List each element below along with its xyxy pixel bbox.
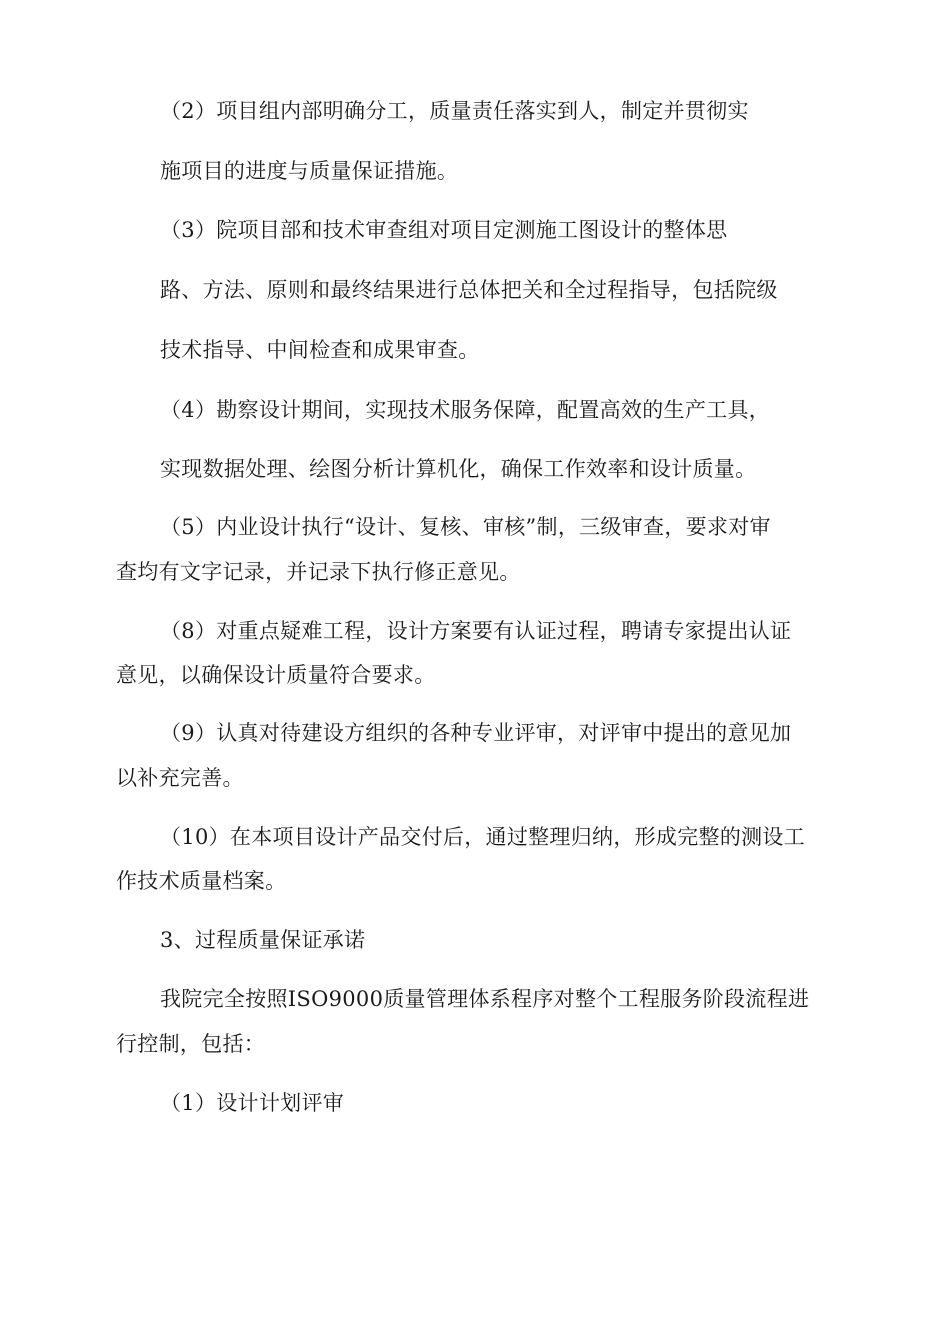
paragraph-3-line-2: 路、方法、原则和最终结果进行总体把关和全过程指导，包括院级 bbox=[160, 278, 778, 302]
paragraph-3-line-1: （3）院项目部和技术审查组对项目定测施工图设计的整体思 bbox=[160, 218, 728, 242]
paragraph-9-line-1: （9）认真对待建设方组织的各种专业评审，对评审中提出的意见加 bbox=[160, 721, 792, 745]
paragraph-3-line-3: 技术指导、中间检查和成果审查。 bbox=[160, 338, 480, 362]
list-item-1: （1）设计计划评审 bbox=[160, 1091, 345, 1115]
paragraph-5-line-1: （5）内业设计执行“设计、复核、审核”制，三级审查，要求对审 bbox=[160, 515, 771, 539]
paragraph-8-line-1: （8）对重点疑难工程，设计方案要有认证过程，聘请专家提出认证 bbox=[160, 619, 792, 643]
paragraph-2-line-1: （2）项目组内部明确分工，质量责任落实到人，制定并贯彻实 bbox=[160, 99, 749, 123]
paragraph-2-line-2: 施项目的进度与质量保证措施。 bbox=[160, 159, 459, 183]
paragraph-intro-line-2: 行控制，包括： bbox=[116, 1032, 266, 1056]
section-heading-3: 3、过程质量保证承诺 bbox=[160, 928, 366, 952]
paragraph-10-line-1: （10）在本项目设计产品交付后，通过整理归纳，形成完整的测设工 bbox=[160, 825, 806, 849]
paragraph-10-line-2: 作技术质量档案。 bbox=[116, 869, 287, 893]
paragraph-8-line-2: 意见，以确保设计质量符合要求。 bbox=[116, 663, 436, 687]
paragraph-4-line-2: 实现数据处理、绘图分析计算机化，确保工作效率和设计质量。 bbox=[160, 457, 757, 481]
paragraph-intro-line-1: 我院完全按照ISO9000质量管理体系程序对整个工程服务阶段流程进 bbox=[160, 987, 810, 1011]
paragraph-9-line-2: 以补充完善。 bbox=[116, 766, 244, 790]
paragraph-4-line-1: （4）勘察设计期间，实现技术服务保障，配置高效的生产工具， bbox=[160, 398, 771, 422]
paragraph-5-line-2: 查均有文字记录，并记录下执行修正意见。 bbox=[116, 560, 521, 584]
